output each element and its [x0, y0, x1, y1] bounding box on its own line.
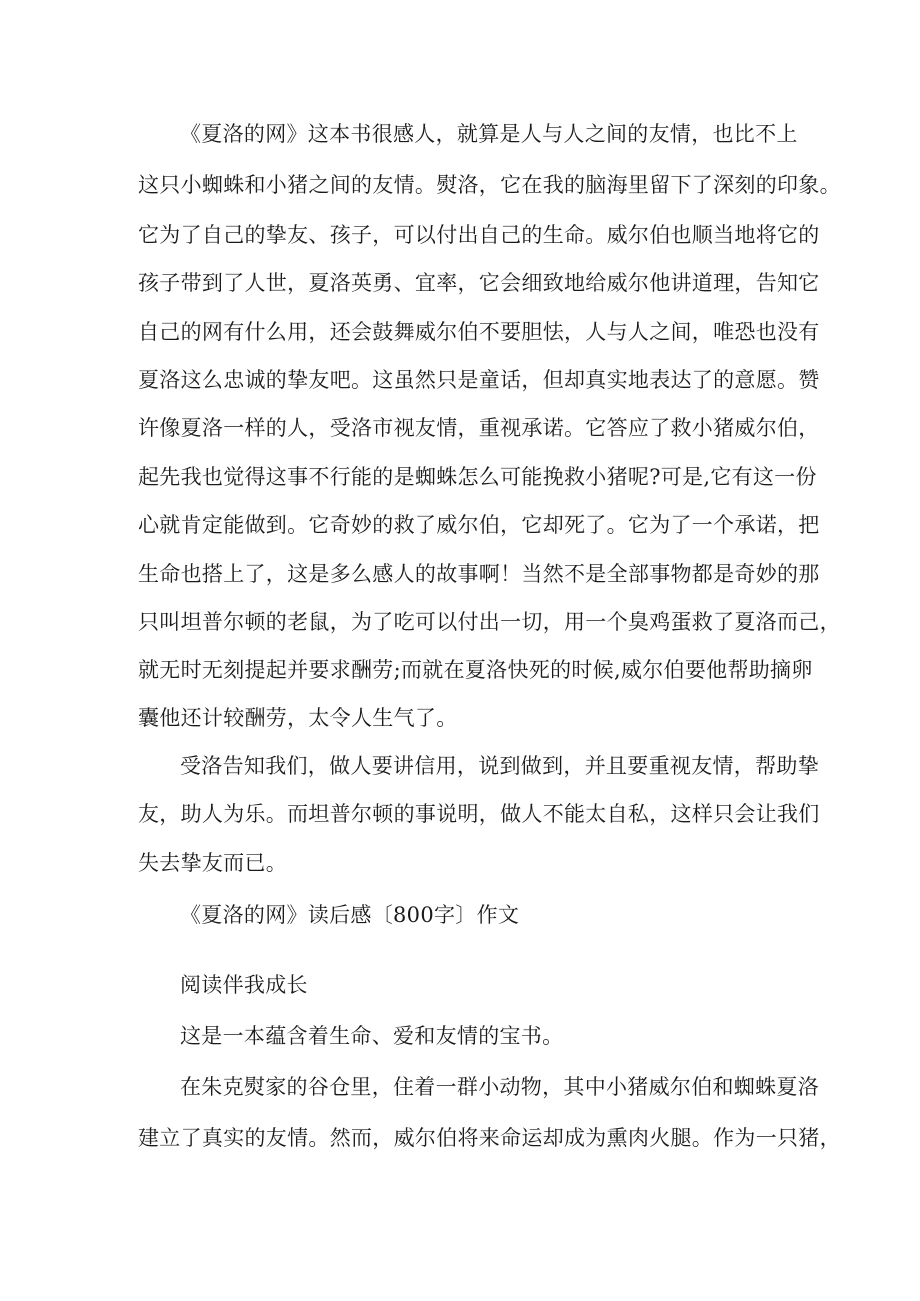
text-line: 心就肯定能做到。它奇妙的救了威尔伯，它却死了。它为了一个承诺，把: [138, 513, 820, 537]
text-line: 就无时无刻提起并要求酬劳;而就在夏洛快死的时候,威尔伯要他帮助摘卵: [138, 658, 813, 682]
text-line: 它为了自己的挚友、孩子，可以付出自己的生命。威尔伯也顺当地将它的: [138, 223, 820, 247]
text-line: 自己的网有什么用，还会鼓舞威尔伯不要胆怯，人与人之间，唯恐也没有: [138, 320, 820, 344]
text-line: 囊他还计较酬劳，太令人生气了。: [138, 706, 458, 730]
text-line: 失去挚友而已。: [138, 851, 288, 875]
text-line: 这只小蜘蛛和小猪之间的友情。熨洛，它在我的脑海里留下了深刻的印象。: [138, 173, 841, 197]
text-line: 友，助人为乐。而坦普尔顿的事说明，做人不能太自私，这样只会让我们: [138, 802, 820, 826]
text-line: 孩子带到了人世，夏洛英勇、宜率，它会细致地给威尔他讲道理，告知它: [138, 271, 820, 295]
text-line: 建立了真实的友情。然而，威尔伯将来命运却成为熏肉火腿。作为一只猪，: [138, 1126, 841, 1150]
text-line: 许像夏洛一样的人，受洛市视友情，重视承诺。它答应了救小猪威尔伯，: [138, 416, 820, 440]
text-line: 起先我也觉得这事不行能的是蜘蛛怎么可能挽救小猪呢?可是,它有这一份: [138, 465, 817, 489]
text-line: 这是一本蕴含着生命、爱和友情的宝书。: [180, 1024, 564, 1048]
text-line: 受洛告知我们，做人要讲信用，说到做到，并且要重视友情，帮助挚: [180, 754, 819, 778]
essay-subtitle: 阅读伴我成长: [180, 973, 308, 997]
text-line: 生命也搭上了，这是多么感人的故事啊！当然不是全部事物都是奇妙的那: [138, 562, 820, 586]
text-line: 只叫坦普尔顿的老鼠，为了吃可以付出一切，用一个臭鸡蛋救了夏洛而己，: [138, 610, 841, 634]
text-line: 在朱克熨家的谷仓里，住着一群小动物，其中小猪威尔伯和蜘蛛夏洛: [180, 1075, 819, 1099]
essay-title: 《夏洛的网》读后感〔800字〕作文: [180, 903, 520, 927]
text-line: 《夏洛的网》这本书很感人，就算是人与人之间的友情，也比不上: [180, 122, 798, 146]
text-line: 夏洛这么忠诚的挚友吧。这虽然只是童话，但却真实地表达了的意愿。赞: [138, 368, 820, 392]
